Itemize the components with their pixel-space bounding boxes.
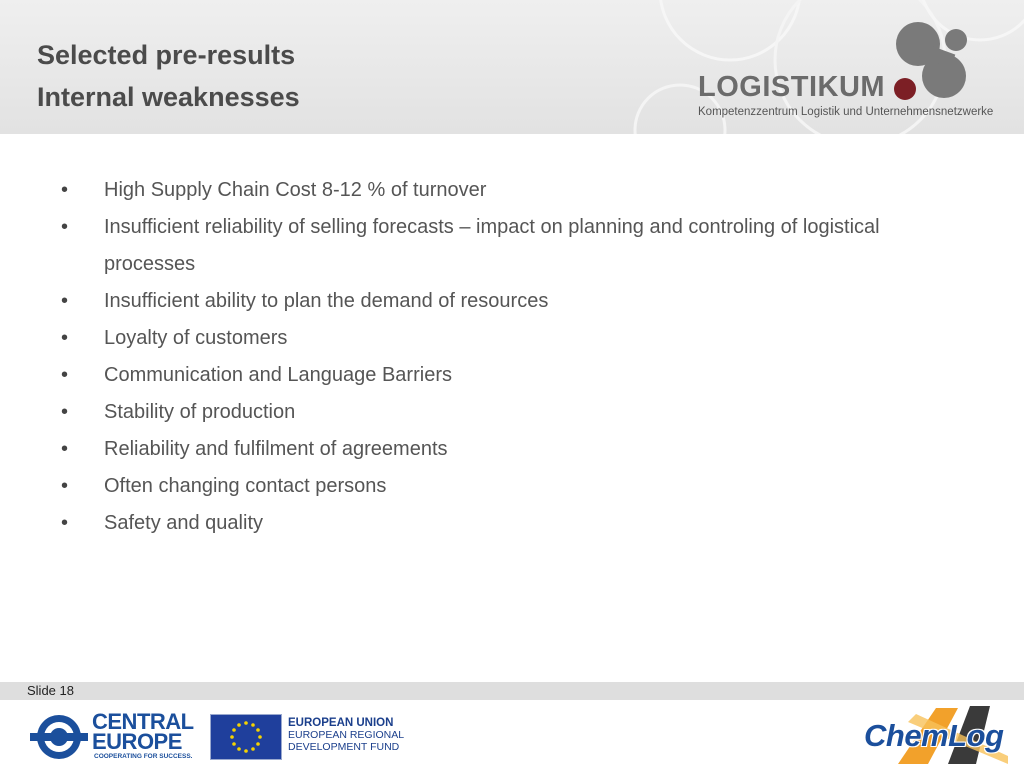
chemlog-wordmark: ChemLog	[864, 718, 1004, 753]
bullet-dot: •	[61, 327, 69, 349]
bullet-item	[58, 468, 958, 505]
title-line-1: Selected pre-results	[37, 40, 296, 70]
logistikum-wordmark: LOGISTIKUM	[698, 71, 886, 103]
eu-line-1: EUROPEAN UNION	[288, 717, 394, 729]
slide-number-bar	[0, 682, 1024, 700]
bullet-dot: •	[61, 475, 69, 497]
logistikum-dot-icon	[894, 78, 916, 100]
bullet-dot: •	[61, 438, 69, 460]
eu-line-3: DEVELOPMENT FUND	[288, 741, 400, 753]
bullet-dot: •	[61, 179, 69, 201]
bullet-dot: •	[61, 512, 69, 534]
bullet-item	[58, 505, 958, 542]
bullet-text: Insufficient ability to plan the demand of resources	[104, 290, 549, 312]
eu-flag-icon	[210, 714, 282, 760]
bullet-text: Loyalty of customers	[104, 327, 288, 349]
bullet-item	[58, 357, 958, 394]
bullet-text: Insufficient reliability of selling forecasts – impact on planning and controling of logistical processes	[104, 216, 880, 275]
slide-title	[37, 34, 300, 118]
bullet-text: Stability of production	[104, 401, 296, 423]
footer-logos	[0, 700, 1024, 768]
bullet-dot: •	[61, 401, 69, 423]
central-europe-line2: EUROPE	[92, 729, 182, 754]
title-line-2: Internal weaknesses	[37, 82, 300, 112]
slide-header	[0, 0, 1024, 134]
bullet-text: Safety and quality	[104, 512, 263, 534]
bullet-dot: •	[61, 216, 69, 238]
bullet-dot: •	[61, 364, 69, 386]
bullet-list	[58, 172, 958, 542]
central-europe-globe-icon	[30, 712, 88, 762]
bullet-item	[58, 172, 958, 209]
bullet-text: High Supply Chain Cost 8-12 % of turnover	[104, 179, 487, 201]
bullet-text: Reliability and fulfilment of agreements	[104, 438, 448, 460]
central-europe-line1: CENTRAL	[92, 709, 194, 734]
logistikum-tagline: Kompetenzzentrum Logistik und Unternehmensnetzwerke	[698, 106, 994, 118]
bullet-item	[58, 431, 958, 468]
bullet-text: Often changing contact persons	[104, 475, 387, 497]
bullet-item	[58, 283, 958, 320]
bullet-item	[58, 320, 958, 357]
bullet-dot: •	[61, 290, 69, 312]
chemlog-logo	[858, 704, 1014, 766]
bullet-text: Communication and Language Barriers	[104, 364, 452, 386]
logistikum-logo	[696, 18, 1016, 128]
eu-fund-text	[288, 717, 404, 753]
bullet-item	[58, 209, 958, 283]
slide-number: Slide 18	[27, 683, 74, 698]
central-europe-tagline: COOPERATING FOR SUCCESS.	[94, 753, 193, 760]
eu-line-2: EUROPEAN REGIONAL	[288, 729, 405, 741]
bullet-item	[58, 394, 958, 431]
